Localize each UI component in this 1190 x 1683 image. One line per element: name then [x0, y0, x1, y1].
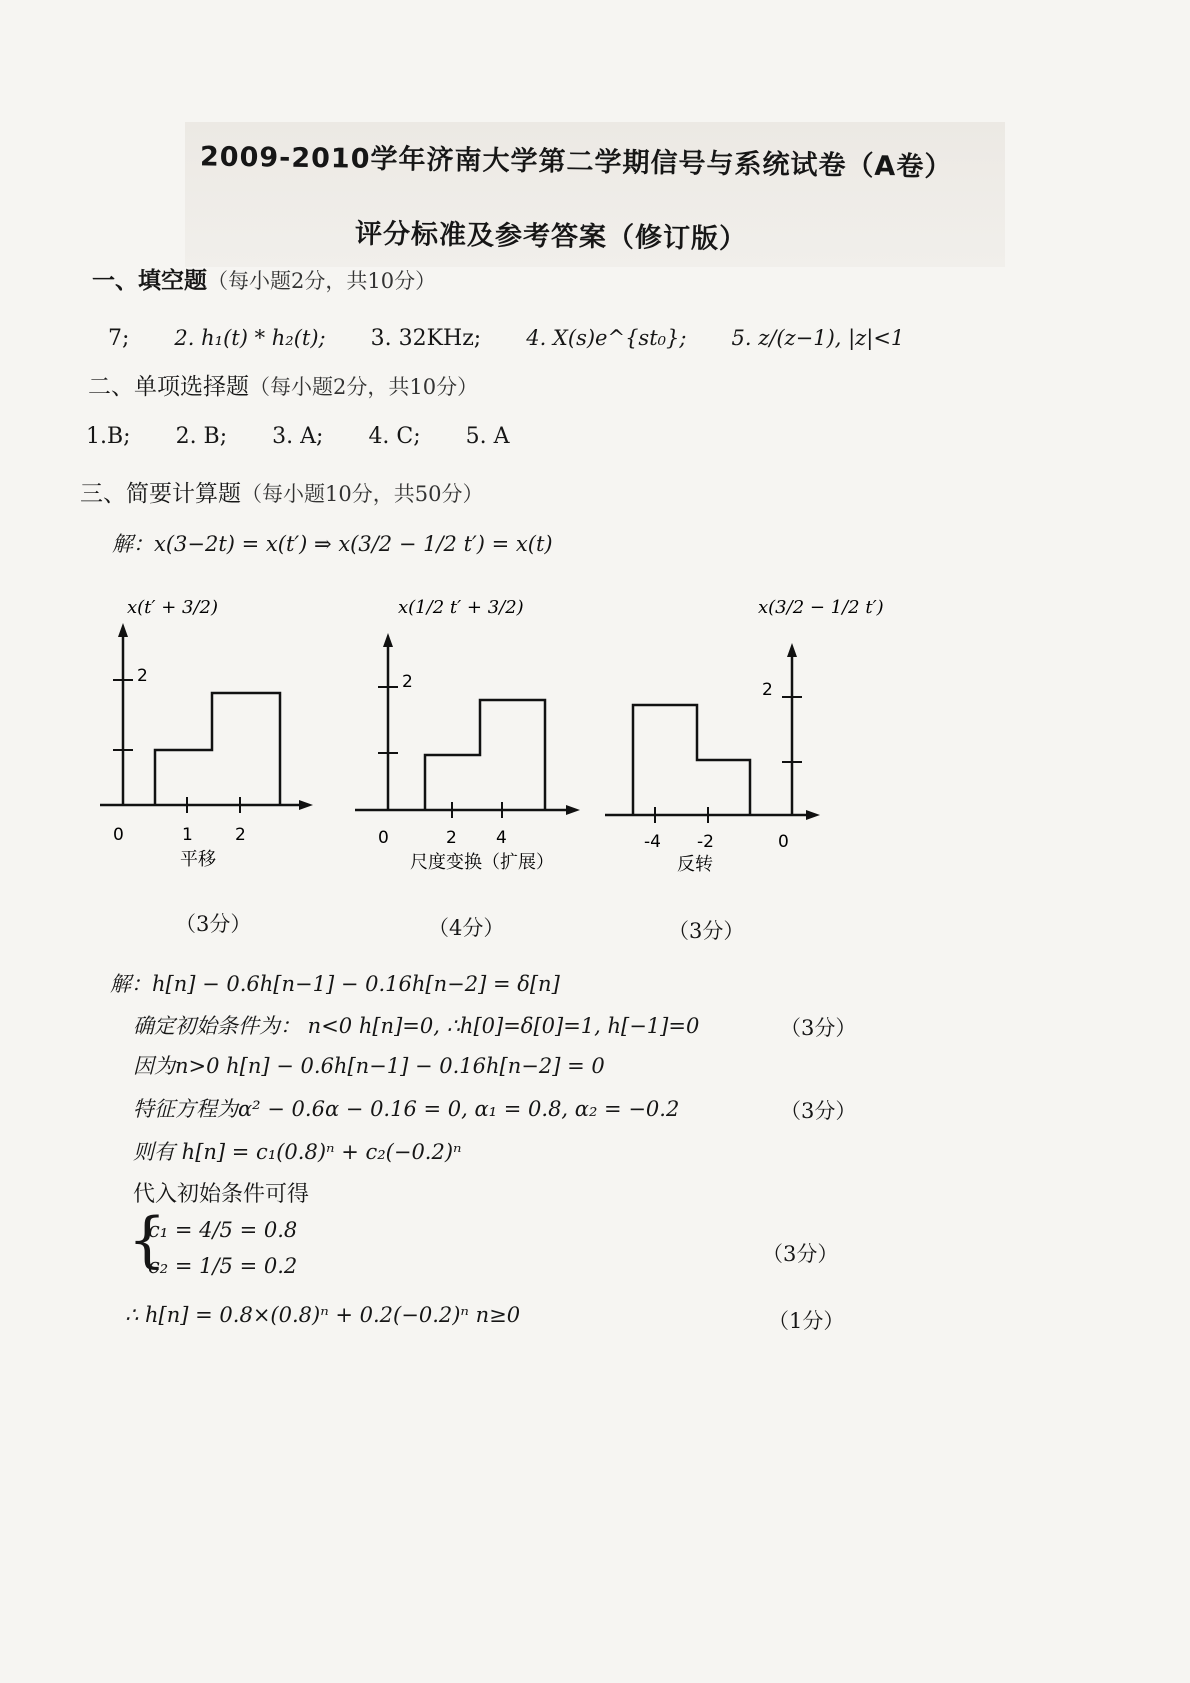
graph-reverse-caption: 反转	[677, 854, 713, 875]
system-eq-1: c₁ = 4/5 = 0.8	[148, 1218, 298, 1242]
section1-heading	[92, 262, 436, 295]
x-tick-label-2: 0	[778, 832, 789, 852]
graph-scale-score: （4分）	[428, 916, 505, 940]
q2-line-4: 则有 h[n] = c₁(0.8)ⁿ + c₂(−0.2)ⁿ	[133, 1140, 462, 1164]
choice-answer-2: 2. B;	[175, 424, 228, 449]
section3-heading	[80, 475, 483, 508]
choice-answer-4: 4. C;	[368, 424, 421, 449]
y-tick-label: 2	[762, 680, 773, 700]
section2-points: （每小题2分，共10分）	[249, 375, 479, 399]
q2-line-2: 因为n>0 h[n] − 0.6h[n−1] − 0.16h[n−2] = 0	[133, 1054, 605, 1078]
section3-points: （每小题10分，共50分）	[241, 482, 484, 506]
x-tick-label-1: 2	[446, 828, 457, 848]
x-tick-label-0: 0	[113, 825, 124, 845]
y-axis-arrow	[383, 633, 393, 647]
x-tick-label-2: 4	[496, 828, 507, 848]
fill-answer-1: 7;	[108, 326, 130, 351]
section1-answers	[108, 326, 942, 351]
section2-heading	[88, 368, 478, 401]
x-tick-label-0: -4	[644, 832, 661, 852]
x-axis-arrow	[806, 810, 820, 820]
system-brace: {	[128, 1205, 167, 1275]
signal-waveform	[425, 700, 545, 810]
system-score: （3分）	[762, 1242, 839, 1266]
q1-solution: 解：x(3−2t) = x(t′) ⇒ x(3/2 − 1/2 t′) = x(t)	[112, 532, 553, 556]
signal-waveform	[155, 693, 280, 805]
x-tick-label-2: 2	[235, 825, 246, 845]
graph-shift-score: （3分）	[175, 912, 252, 936]
section3-title: 三、简要计算题	[80, 481, 241, 507]
x-axis-arrow	[566, 805, 580, 815]
q2-solution: 解：h[n] − 0.6h[n−1] − 0.16h[n−2] = δ[n]	[110, 972, 560, 996]
choice-answer-1: 1.B;	[86, 424, 131, 449]
section2-title: 二、单项选择题	[88, 374, 249, 400]
q2-line-1: 确定初始条件为： n<0 h[n]=0, ∴h[0]=δ[0]=1, h[−1]=0	[133, 1014, 700, 1038]
section1-title: 一、填空题	[92, 268, 207, 294]
y-tick-label: 2	[402, 672, 413, 692]
section2-answers	[86, 424, 548, 449]
fill-answer-3: 3. 32KHz;	[370, 326, 482, 351]
q2-line-3-score: （3分）	[780, 1099, 857, 1123]
section1-points: （每小题2分，共10分）	[207, 269, 437, 293]
exam-title: 2009-2010学年济南大学第二学期信号与系统试卷（A卷）	[199, 141, 953, 183]
graph-reverse	[600, 585, 884, 885]
y-tick-label: 2	[137, 666, 148, 686]
signal-waveform	[633, 705, 750, 815]
graph-scale-caption: 尺度变换（扩展）	[410, 852, 554, 873]
graph-shift-label: x(t′ + 3/2)	[127, 597, 219, 618]
graph-shift-caption: 平移	[180, 849, 216, 870]
fill-answer-5: 5. z/(z−1), |z|<1	[731, 326, 905, 350]
graph-scale-label: x(1/2 t′ + 3/2)	[398, 597, 524, 618]
x-axis-arrow	[299, 800, 313, 810]
exam-subtitle: 评分标准及参考答案（修订版）	[354, 218, 748, 255]
fill-answer-2: 2. h₁(t) * h₂(t);	[174, 326, 326, 350]
graph-reverse-label: x(3/2 − 1/2 t′)	[758, 597, 884, 618]
q2-final: ∴ h[n] = 0.8×(0.8)ⁿ + 0.2(−0.2)ⁿ n≥0	[125, 1303, 521, 1327]
graph-shift	[95, 585, 325, 885]
graph-scale	[350, 585, 590, 885]
y-axis-arrow	[118, 623, 128, 637]
system-eq-2: c₂ = 1/5 = 0.2	[148, 1254, 298, 1278]
x-tick-label-0: 0	[378, 828, 389, 848]
q2-line-5: 代入初始条件可得	[133, 1182, 310, 1207]
q2-final-score: （1分）	[768, 1309, 845, 1333]
q2-line-1-score: （3分）	[780, 1016, 857, 1040]
x-tick-label-1: 1	[182, 825, 193, 845]
fill-answer-4: 4. X(s)e^{st₀};	[526, 326, 687, 350]
choice-answer-5: 5. A	[465, 424, 510, 449]
graph-reverse-score: （3分）	[668, 919, 745, 943]
x-tick-label-1: -2	[697, 832, 714, 852]
y-axis-arrow	[787, 643, 797, 657]
choice-answer-3: 3. A;	[272, 424, 324, 449]
q2-line-3: 特征方程为α² − 0.6α − 0.16 = 0, α₁ = 0.8, α₂ = −0.2	[133, 1097, 680, 1121]
